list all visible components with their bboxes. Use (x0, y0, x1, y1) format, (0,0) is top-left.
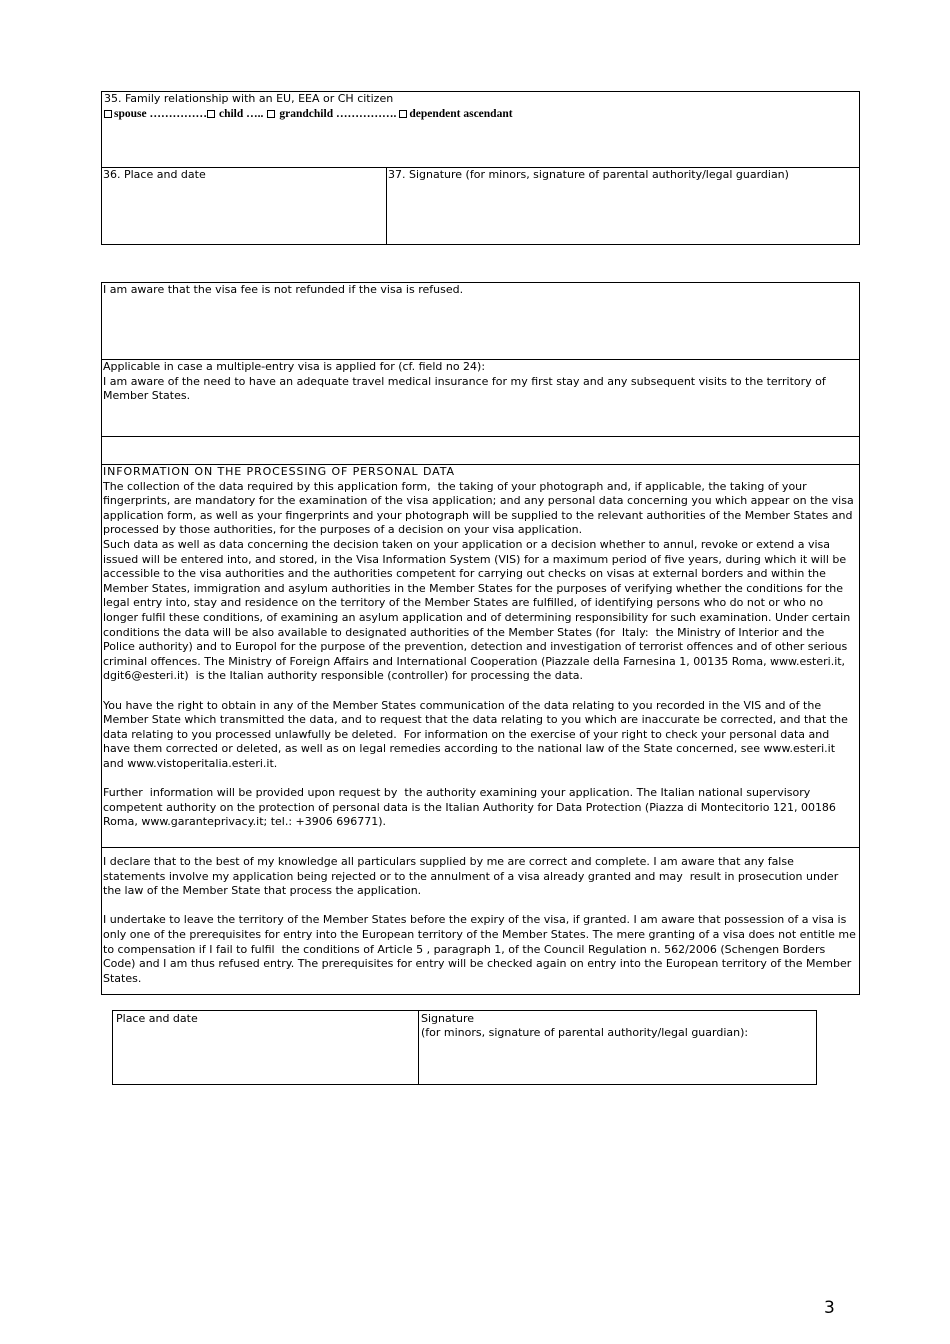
signature-table (112, 1010, 817, 1085)
place-date-field[interactable] (113, 1011, 418, 1084)
personal-data-info-para1: The collection of the data required by this application form, the taking of your photograph and, if applicable, the taking of your fingerprints, are mandatory for the examination of the visa application; and any personal data concerning you which appear on the visa application form, as well as your fingerprints and your photograph will be supplied to the relevant authorities of the Member States and processed by those authorities, for the purposes of a decision on your visa application. (103, 479, 858, 537)
empty-row (102, 437, 859, 464)
declaration-para1: I declare that to the best of my knowledge all particulars supplied by me are correct and complete. I am aware that any false statements involve my application being rejected or to the annulment of a visa already granted and may result in prosecution under the law of the Member State that process the application. (103, 855, 842, 898)
dependent-ascendant-checkbox[interactable] (399, 110, 407, 118)
signature-label: Signature (421, 1012, 475, 1025)
row-divider (102, 847, 859, 848)
field-36-place-date[interactable] (102, 168, 386, 244)
option-child[interactable]: child ….. (207, 108, 263, 120)
relationship-options (104, 107, 857, 121)
fee-notice-text: I am aware that the visa fee is not refunded if the visa is refused. (103, 283, 464, 296)
page-number: 3 (824, 1298, 835, 1318)
personal-data-info-cell (102, 465, 859, 847)
insurance-awareness-text: I am aware of the need to have an adequate travel medical insurance for my first stay and any subsequent visits to the territory of Member States. (103, 374, 830, 403)
option-grandchild[interactable]: grandchild ……………. (263, 108, 396, 120)
insurance-condition-text: Applicable in case a multiple-entry visa is applied for (cf. field no 24): (103, 360, 486, 373)
field-37-label: 37. Signature (for minors, signature of parental authority/legal guardian) (388, 168, 789, 181)
personal-data-info-para4: Further information will be provided upon request by the authority examining your application. The Italian national supervisory competent authority on the protection of personal data is the Italian Authority for Data Protection (Piazza di Montecitorio 121, 00186 Roma, www.garanteprivacy.it; tel.: +3906 696771). (103, 786, 840, 829)
option-spouse[interactable]: spouse …………… (104, 108, 207, 120)
grandchild-checkbox[interactable] (267, 110, 275, 118)
field-35-label: 35. Family relationship with an EU, EEA or CH citizen (104, 92, 394, 105)
insurance-cell (102, 360, 859, 436)
spouse-checkbox[interactable] (104, 110, 112, 118)
option-dependent-ascendant[interactable]: dependent ascendant (396, 108, 512, 120)
declaration-para2: I undertake to leave the territory of the Member States before the expiry of the visa, if granted. I am aware that possession of a visa is only one of the prerequisites for entry into the European territory of the Member States. The mere granting of a visa does not entitle me to compensation if I fail to fulfil the conditions of Article 5 , paragraph 1, of the Council Regulation n. 562/2006 (Schengen Borders Code) and I am thus refused entry. The prerequisites for entry will be checked again on entry into the European territory of the Member States. (103, 913, 860, 985)
personal-data-info-title: INFORMATION ON THE PROCESSING OF PERSONAL DATA (103, 465, 455, 478)
fee-notice-cell (102, 283, 859, 360)
field-37-signature[interactable] (387, 168, 859, 244)
field-36-label: 36. Place and date (103, 168, 206, 181)
personal-data-info-para3: You have the right to obtain in any of the Member States communication of the data relating to you recorded in the VIS and of the Member State which transmitted the data, and to request that the data relating to you which are inaccurate be corrected, and that the data relating to you processed unlawfully be deleted. For information on the exercise of your right to check your personal data and have them corrected or deleted, as well as on legal remedies according to the national law of the State concerned, see www.esteri.it and www.vistoperitalia.esteri.it. (103, 698, 852, 770)
family-relationship-table (101, 91, 860, 245)
field-35-cell (102, 92, 859, 168)
personal-data-info-para2: Such data as well as data concerning the decision taken on your application or a decision whether to annul, revoke or extend a visa issued will be entered into, and stored, in the Visa Information System (VIS) for a maximum period of five years, during which it will be accessible to the visa authorities and the authorities competent for carrying out checks on visas at external borders and within the Member States, immigration and asylum authorities in the Member States for the purposes of verifying whether the conditions for the legal entry into, stay and residence on the territory of the Member States are fulfilled, of identifying persons who do not or who no longer fulfil these conditions, of examining an asylum application and of determining responsibility for such examination. Under certain conditions the data will be also available to designated authorities of the Member States (for Italy: the Ministry of Interior and the Police authority) and to Europol for the purpose of the prevention, detection and investigation of terrorist offences and of other serious criminal offences. The Ministry of Foreign Affairs and International Cooperation (Piazzale della Farnesina 1, 00135 Roma, www.esteri.it, dgit6@esteri.it) is the Italian authority responsible (controller) for processing the data. (103, 537, 854, 683)
signature-field[interactable] (419, 1011, 816, 1084)
signature-sub-label: (for minors, signature of parental authority/legal guardian): (421, 1026, 749, 1039)
place-date-label: Place and date (116, 1012, 198, 1025)
declaration-cell (102, 855, 859, 993)
declarations-table (101, 282, 860, 995)
child-checkbox[interactable] (207, 110, 215, 118)
